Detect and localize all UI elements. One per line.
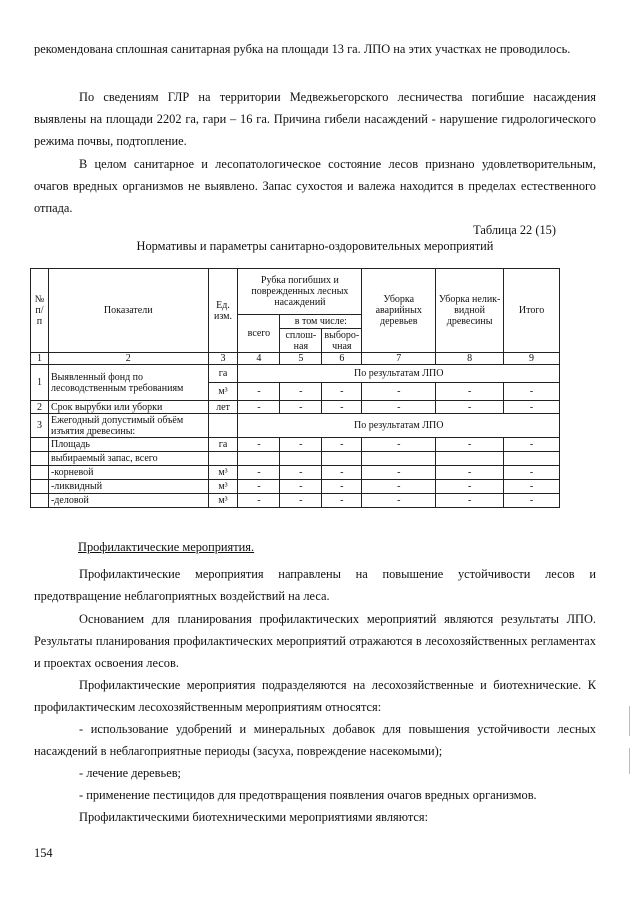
cell-value: - — [504, 383, 560, 401]
section-heading: Профилактические мероприятия. — [78, 540, 255, 554]
cell-value — [238, 452, 280, 466]
cell-value — [280, 452, 322, 466]
row-unit: м³ — [208, 383, 238, 401]
header-including: в том числе: — [280, 315, 362, 329]
header-felling: Рубка погибших и поврежденных лесных насаждений — [238, 269, 362, 315]
cell-value: - — [238, 401, 280, 414]
column-number: 5 — [280, 353, 322, 365]
cell-value: - — [436, 480, 504, 494]
cell-value: - — [322, 494, 362, 508]
row-unit: м³ — [208, 466, 238, 480]
column-number: 8 — [436, 353, 504, 365]
scan-edge-mark — [629, 706, 630, 736]
cell-value: - — [504, 401, 560, 414]
cell-value: - — [362, 466, 436, 480]
body-paragraph: - использование удобрений и минеральных добавок для повышения устойчивости лесных насаждений в неблагоприятные периоды (засуха, повреждение насекомыми); — [34, 722, 596, 758]
column-number: 3 — [208, 353, 238, 365]
header-indicators: Показатели — [48, 269, 208, 353]
table-row — [31, 365, 560, 383]
scan-edge-mark — [629, 748, 630, 774]
cell-value: - — [238, 438, 280, 452]
cell-value — [504, 452, 560, 466]
header-total: Итого — [504, 269, 560, 353]
intro-paragraph-2: По сведениям ГЛР на территории Медвежьегорского лесничества погибшие насаждения выявлены на площади 2202 га, гари – 16 га. Причина гибели насаждений - нарушение гидрологического режима почвы, подтопление. — [34, 90, 596, 148]
row-label: -корневой — [48, 466, 208, 480]
column-number: 6 — [322, 353, 362, 365]
table-row — [31, 466, 560, 480]
table-title: Нормативы и параметры санитарно-оздоровительных мероприятий — [136, 239, 494, 253]
cell-value: - — [238, 383, 280, 401]
cell-value: - — [436, 494, 504, 508]
cell-value: - — [362, 494, 436, 508]
body-paragraph: Основанием для планирования профилактических мероприятий являются результаты ЛПО. Результаты планирования профилактических мероприятий отражаются в лесохозяйственных регламентах и проектах освоения лесов. — [34, 612, 596, 670]
body-paragraph: Профилактическими биотехническими мероприятиями являются: — [79, 810, 429, 824]
body-paragraph: Профилактические мероприятия направлены на повышение устойчивости лесов и предотвращение неблагоприятных воздействий на леса. — [34, 567, 596, 603]
column-number: 2 — [48, 353, 208, 365]
column-number: 4 — [238, 353, 280, 365]
cell-value: - — [238, 480, 280, 494]
table-row — [31, 452, 560, 466]
row-unit: м³ — [208, 480, 238, 494]
cell-value: - — [280, 383, 322, 401]
cell-value: - — [280, 480, 322, 494]
cell-value: - — [238, 494, 280, 508]
header-total-all: всего — [238, 315, 280, 353]
cell-value: - — [280, 466, 322, 480]
intro-paragraph-3: В целом санитарное и лесопатологическое состояние лесов признано удовлетворительным, очагов вредных организмов не выявлено. Запас сухостоя и валежа находится в пределах естественного отпада. — [34, 157, 596, 215]
cell-value: - — [362, 401, 436, 414]
cell-value: - — [362, 480, 436, 494]
cell-value: - — [436, 466, 504, 480]
column-number: 7 — [362, 353, 436, 365]
cell-value: - — [504, 466, 560, 480]
cell-value: - — [322, 466, 362, 480]
cell-value: - — [362, 438, 436, 452]
norms-table — [30, 268, 560, 508]
table-row — [31, 494, 560, 508]
cell-value: - — [322, 438, 362, 452]
row-num: 1 — [31, 365, 49, 401]
row-num — [31, 466, 49, 480]
header-clear: сплош-ная — [280, 329, 322, 353]
cell-value: - — [280, 401, 322, 414]
header-emergency: Уборка аварийных деревьев — [362, 269, 436, 353]
row-unit: м³ — [208, 494, 238, 508]
cell-value: - — [436, 401, 504, 414]
row-label: Срок вырубки или уборки — [48, 401, 208, 414]
row-label: Выявленный фонд по лесоводственным требованиям — [48, 365, 208, 401]
row-label: Площадь — [48, 438, 208, 452]
header-selective: выборо-чная — [322, 329, 362, 353]
cell-value: - — [436, 438, 504, 452]
page-number: 154 — [34, 846, 53, 860]
column-number: 9 — [504, 353, 560, 365]
cell-value — [436, 452, 504, 466]
intro-paragraph-1: рекомендована сплошная санитарная рубка на площади 13 га. ЛПО на этих участках не проводилось. — [34, 42, 571, 56]
row-label: Ежегодный допустимый объём изъятия древесины: — [48, 414, 208, 438]
cell-value: - — [436, 383, 504, 401]
cell-value: - — [504, 480, 560, 494]
row-unit — [208, 452, 238, 466]
cell-value: - — [280, 494, 322, 508]
cell-value: - — [362, 383, 436, 401]
body-paragraph: - лечение деревьев; — [79, 766, 181, 780]
cell-value — [322, 452, 362, 466]
cell-value: - — [504, 494, 560, 508]
cell-value — [362, 452, 436, 466]
cell-value: - — [280, 438, 322, 452]
table-row — [31, 438, 560, 452]
body-paragraph: Профилактические мероприятия подразделяются на лесохозяйственные и биотехнические. К профилактическим лесохозяйственным мероприятиям относятся: — [34, 678, 596, 714]
row-label: выбираемый запас, всего — [48, 452, 208, 466]
table-number: Таблица 22 (15) — [473, 223, 556, 237]
row-label: -деловой — [48, 494, 208, 508]
row-unit: га — [208, 438, 238, 452]
row-label: -ликвидный — [48, 480, 208, 494]
row-num: 3 — [31, 414, 49, 438]
table-row — [31, 480, 560, 494]
cell-value: - — [322, 401, 362, 414]
row-span-text: По результатам ЛПО — [238, 414, 560, 438]
column-number-row — [31, 353, 560, 365]
header-illiquid: Уборка нелик-видной древесины — [436, 269, 504, 353]
row-num — [31, 494, 49, 508]
cell-value: - — [504, 438, 560, 452]
row-num: 2 — [31, 401, 49, 414]
header-num: № п/п — [31, 269, 49, 353]
row-unit: га — [208, 365, 238, 383]
row-unit — [208, 414, 238, 438]
row-unit: лет — [208, 401, 238, 414]
cell-value: - — [322, 480, 362, 494]
row-num — [31, 480, 49, 494]
cell-value: - — [322, 383, 362, 401]
body-paragraph: - применение пестицидов для предотвращения появления очагов вредных организмов. — [79, 788, 537, 802]
cell-value: - — [238, 466, 280, 480]
table-row — [31, 401, 560, 414]
column-number: 1 — [31, 353, 49, 365]
row-num — [31, 438, 49, 452]
table-row — [31, 414, 560, 438]
row-span-text: По результатам ЛПО — [238, 365, 560, 383]
row-num — [31, 452, 49, 466]
header-unit: Ед. изм. — [208, 269, 238, 353]
